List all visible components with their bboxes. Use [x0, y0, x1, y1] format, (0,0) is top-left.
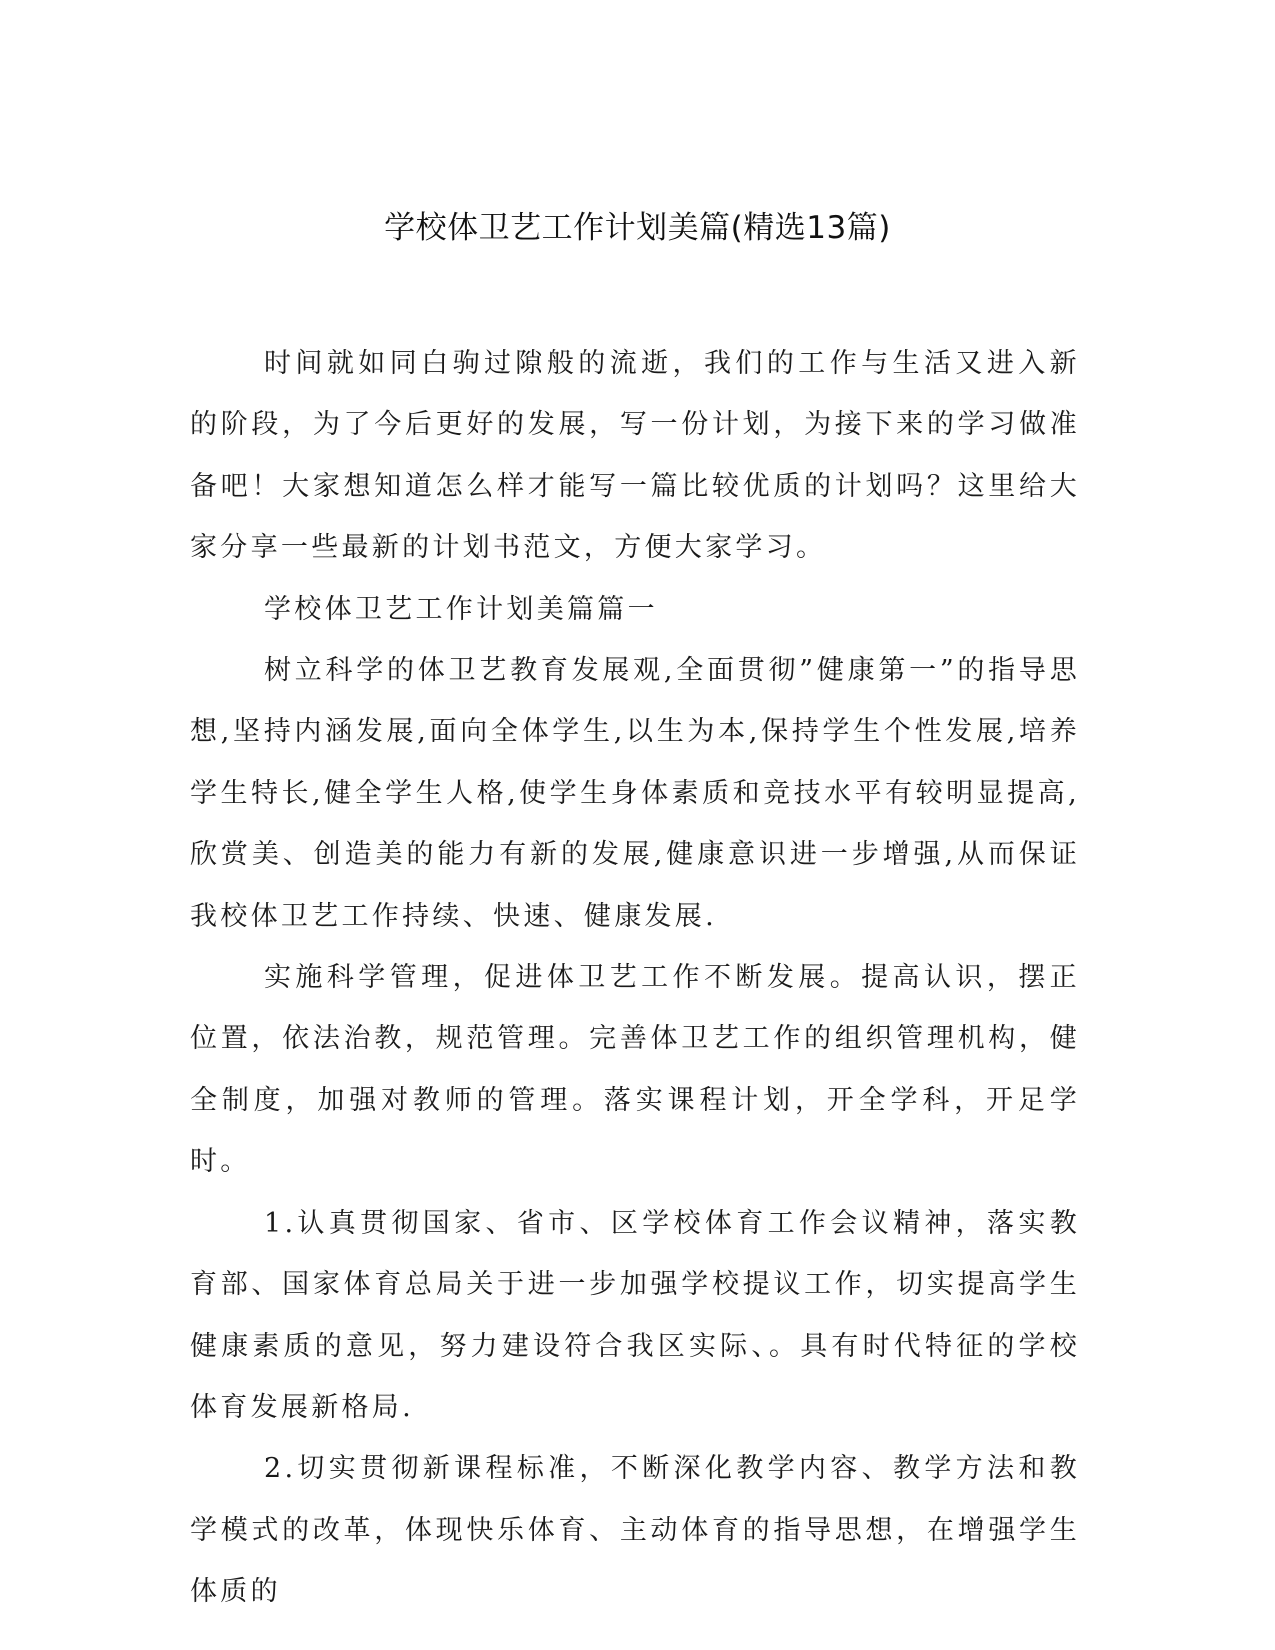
section-heading: 学校体卫艺工作计划美篇篇一 — [264, 593, 658, 625]
document-title: 学校体卫艺工作计划美篇(精选13篇) — [384, 210, 891, 246]
numbered-paragraph: 2.切实贯彻新课程标准，不断深化教学内容、教学方法和教学模式的改革，体现快乐体育、主动体育的指导思想，在增强学生体质的 — [190, 1453, 1080, 1608]
intro-paragraph: 时间就如同白驹过隙般的流逝，我们的工作与生活又进入新的阶段，为了今后更好的发展，写一份计划，为接下来的学习做准备吧！大家想知道怎么样才能写一篇比较优质的计划吗？这里给大家分享一些最新的计划书范文，方便大家学习。 — [190, 348, 1080, 564]
document-body — [190, 333, 1080, 1623]
numbered-paragraph: 1.认真贯彻国家、省市、区学校体育工作会议精神，落实教育部、国家体育总局关于进一步加强学校提议工作，切实提高学生健康素质的意见，努力建设符合我区实际、。具有时代特征的学校体育发展新格局. — [190, 1207, 1080, 1423]
body-paragraph: 树立科学的体卫艺教育发展观,全面贯彻”健康第一”的指导思想,坚持内涵发展,面向全体学生,以生为本,保持学生个性发展,培养学生特长,健全学生人格,使学生身体素质和竞技水平有较明显提高,欣赏美、创造美的能力有新的发展,健康意识进一步增强,从而保证我校体卫艺工作持续、快速、健康发展. — [190, 655, 1080, 932]
body-paragraph: 实施科学管理，促进体卫艺工作不断发展。提高认识，摆正位置，依法治教，规范管理。完善体卫艺工作的组织管理机构，健全制度，加强对教师的管理。落实课程计划，开全学科，开足学时。 — [190, 962, 1080, 1178]
